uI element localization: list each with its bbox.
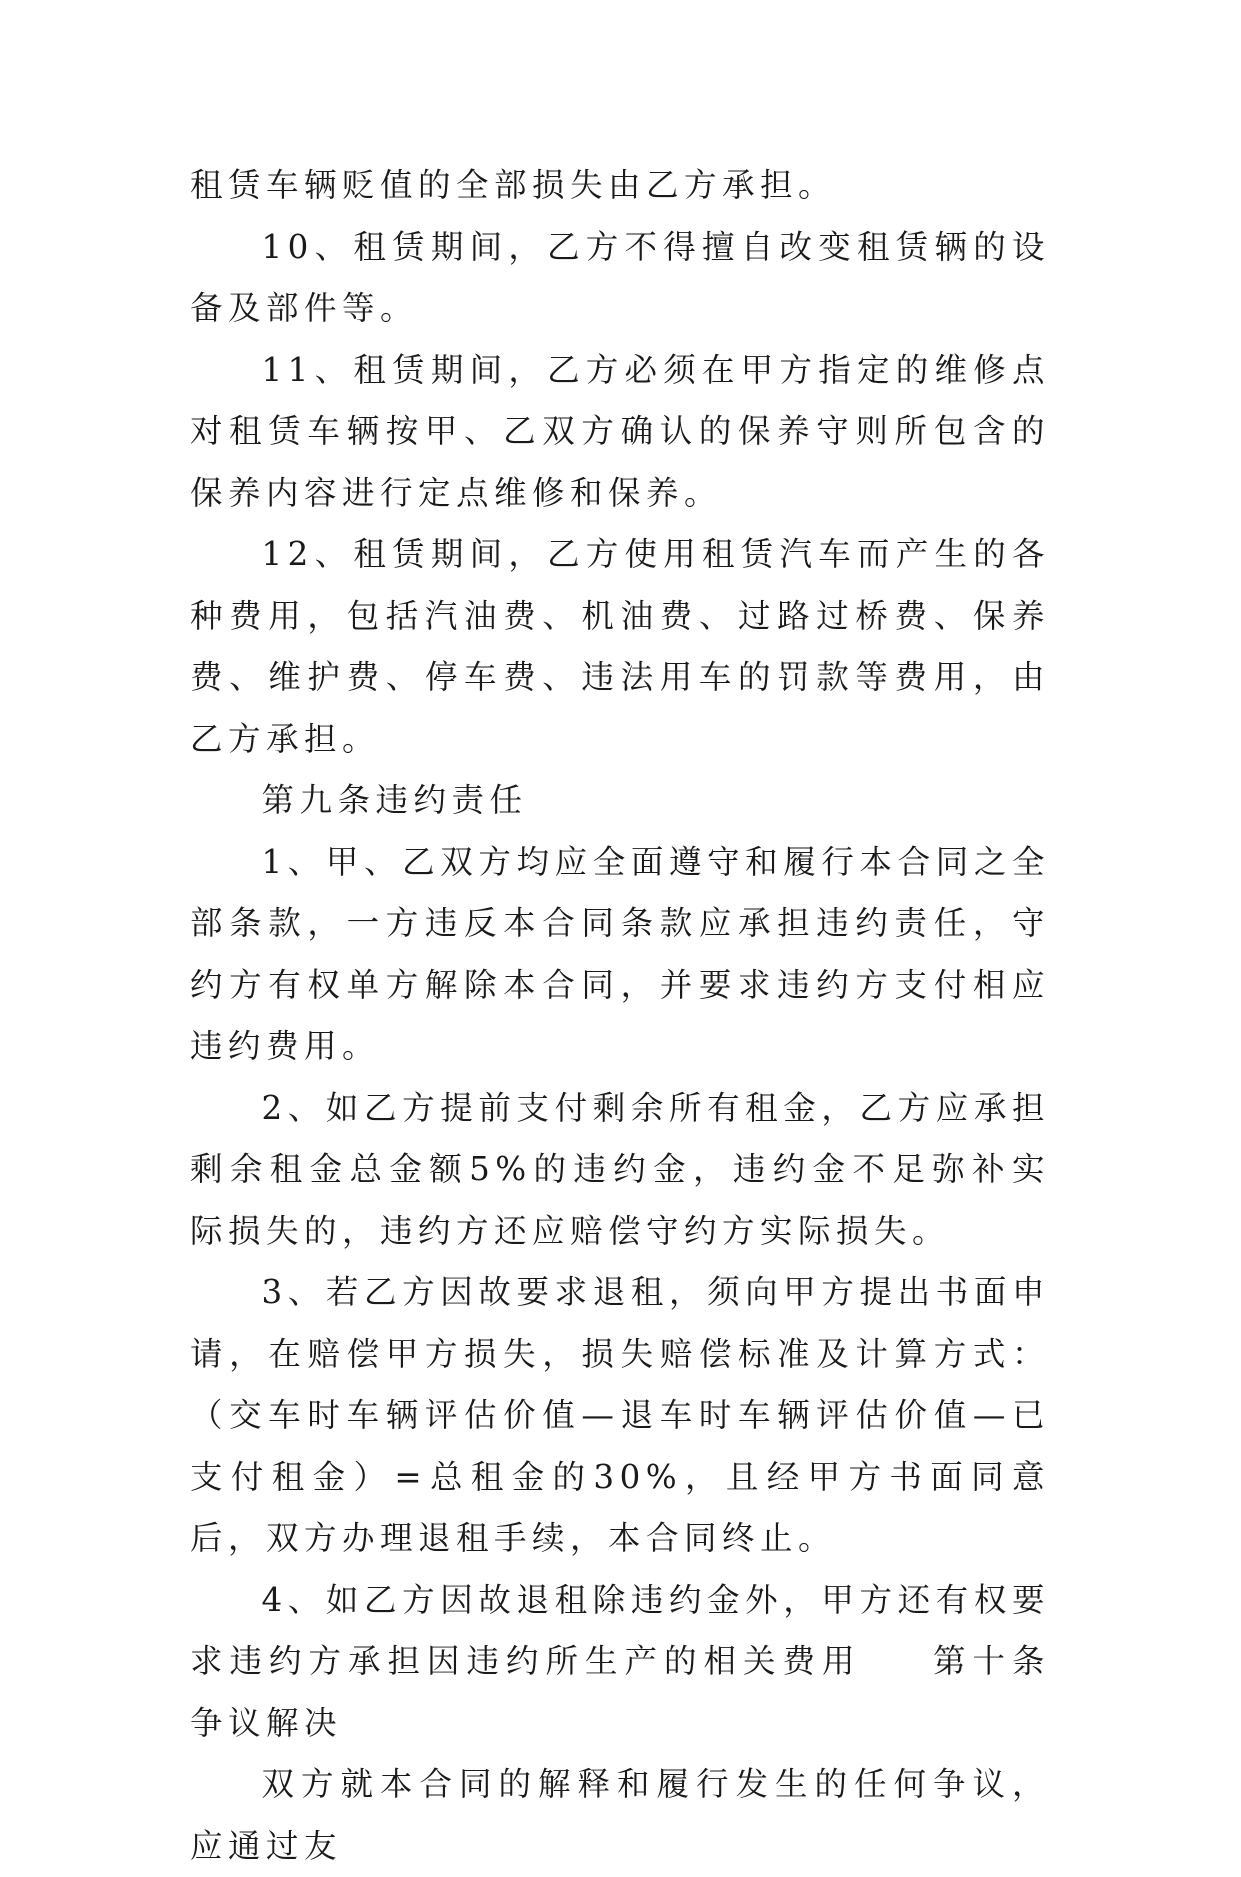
paragraph-clause-10: 10、租赁期间，乙方不得擅自改变租赁辆的设备及部件等。 — [190, 227, 1050, 327]
section-heading-article-9: 第九条违约责任 — [261, 781, 528, 819]
document-body — [190, 155, 1050, 1877]
paragraph-clause-12: 12、租赁期间，乙方使用租赁汽车而产生的各种费用，包括汽油费、机油费、过路过桥费、保养费、维护费、停车费、违法用车的罚款等费用，由乙方承担。 — [190, 535, 1050, 758]
paragraph-clause-11: 11、租赁期间，乙方必须在甲方指定的维修点对租赁车辆按甲、乙双方确认的保养守则所包含的保养内容进行定点维修和保养。 — [190, 350, 1050, 512]
paragraph-depreciation: 租赁车辆贬值的全部损失由乙方承担。 — [190, 166, 837, 204]
paragraph-liability-4-text: 4、如乙方因故退租除违约金外，甲方还有权要求违约方承担因违约所生产的相关费用 — [190, 1580, 1050, 1680]
paragraph-liability-4 — [190, 1570, 1050, 1755]
paragraph-dispute-resolution: 双方就本合同的解释和履行发生的任何争议，应通过友 — [190, 1765, 1050, 1865]
section-heading-article-10: 第十条争议解决 — [190, 1642, 1050, 1742]
paragraph-liability-1: 1、甲、乙双方均应全面遵守和履行本合同之全部条款，一方违反本合同条款应承担违约责任，守约方有权单方解除本合同，并要求违约方支付相应违约费用。 — [190, 842, 1050, 1065]
paragraph-liability-3: 3、若乙方因故要求退租，须向甲方提出书面申请，在赔偿甲方损失，损失赔偿标准及计算方式：（交车时车辆评估价值—退车时车辆评估价值—已支付租金）=总租金的30%，且经甲方书面同意后，双方办理退租手续，本合同终止。 — [190, 1273, 1050, 1557]
paragraph-liability-2: 2、如乙方提前支付剩余所有租金，乙方应承担剩余租金总金额5%的违约金，违约金不足弥补实际损失的，违约方还应赔偿守约方实际损失。 — [190, 1088, 1050, 1250]
